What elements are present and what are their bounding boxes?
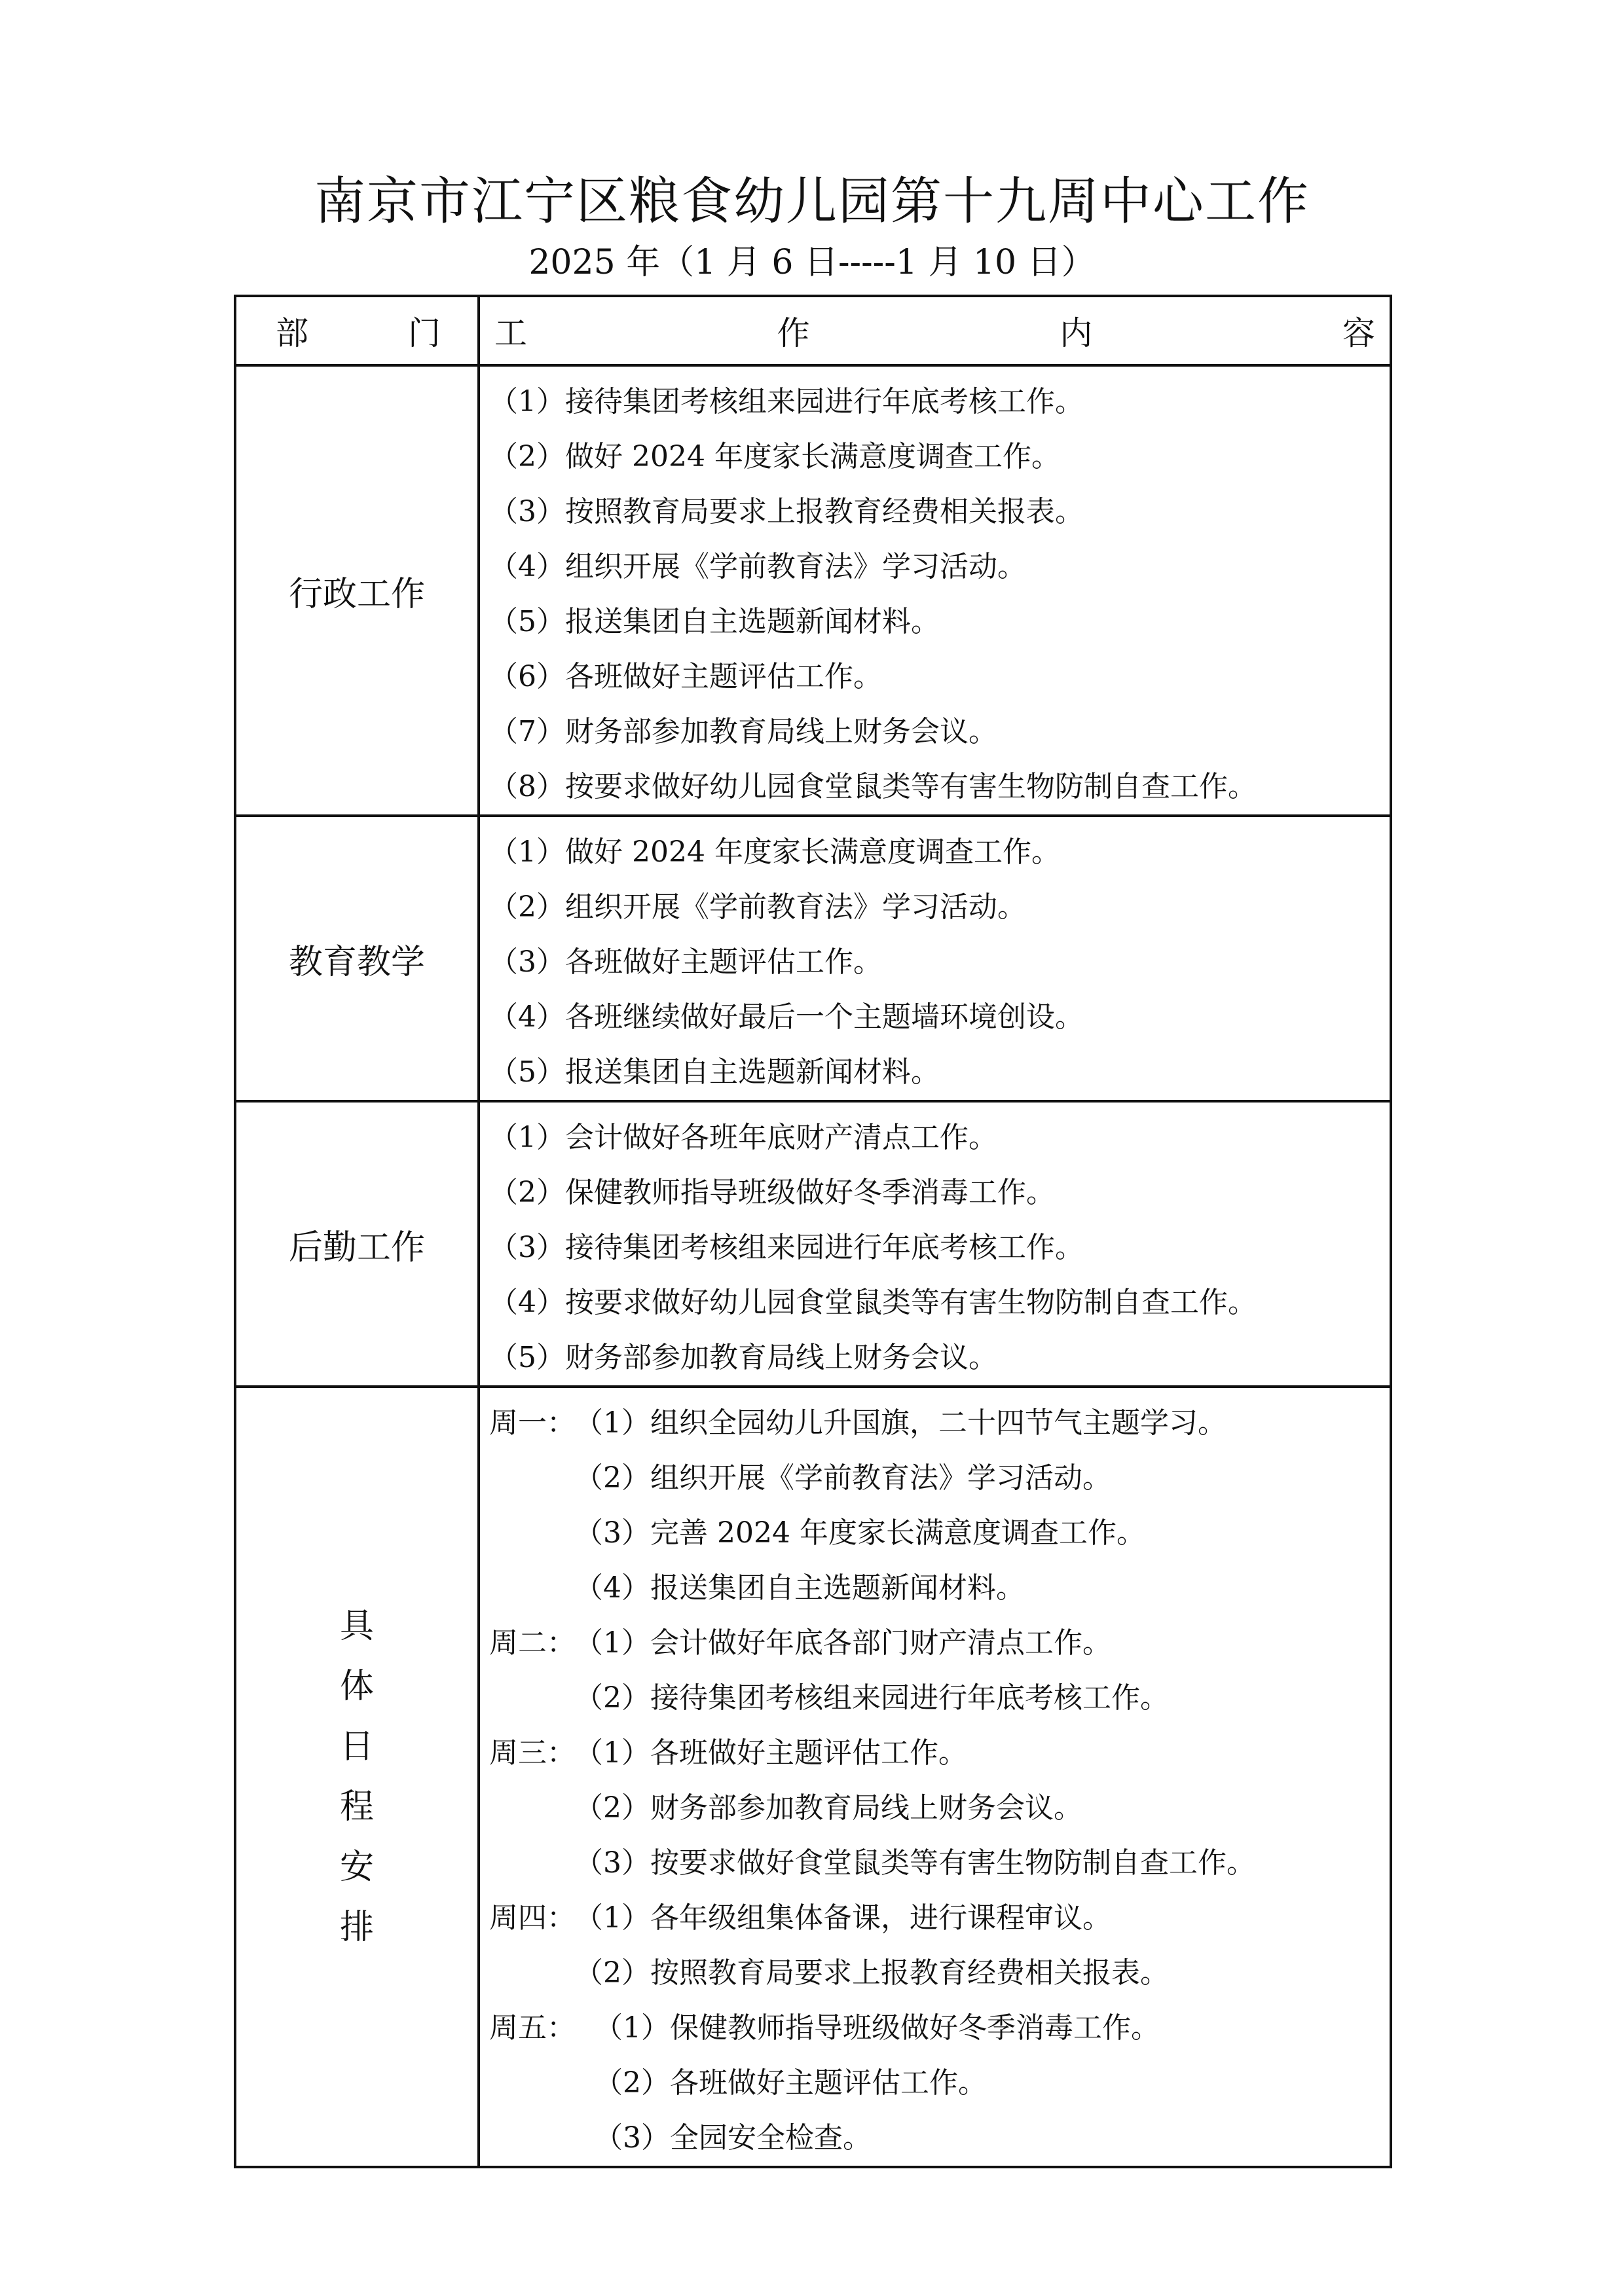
day-label-friday: 周五：: [489, 2011, 576, 2045]
department-char: 体: [339, 1667, 374, 1706]
schedule-item: 周一：（1）组织全园幼儿升国旗，二十四节气主题学习。: [489, 1396, 1390, 1451]
list-item: （3）各班做好主题评估工作。: [489, 945, 882, 979]
department-char: 排: [339, 1908, 374, 1947]
department-char: 具: [339, 1607, 374, 1646]
header-department-cell: [235, 296, 479, 365]
schedule-item: 周二：（1）会计做好年底各部门财产清点工作。: [489, 1616, 1390, 1671]
document-title: 南京市江宁区粮食幼儿园第十九周中心工作: [314, 172, 1310, 231]
schedule-item: （2）各班做好主题评估工作。: [594, 2066, 987, 2100]
list-item: （1）接待集团考核组来园进行年底考核工作。: [489, 385, 1084, 418]
list-item: （5）报送集团自主选题新闻材料。: [489, 605, 940, 638]
list-item: （6）各班做好主题评估工作。: [489, 660, 882, 693]
items-cell: [479, 816, 1391, 1101]
list-item: （3）接待集团考核组来园进行年底考核工作。: [489, 1231, 1084, 1264]
list-item: （1）做好 2024 年度家长满意度调查工作。: [489, 835, 1060, 869]
work-schedule-table: [234, 295, 1392, 2168]
section-row-education: [235, 816, 1391, 1101]
items-cell: [479, 1101, 1391, 1387]
schedule-item: （2）接待集团考核组来园进行年底考核工作。: [574, 1681, 1169, 1715]
schedule-item: （3）按要求做好食堂鼠类等有害生物防制自查工作。: [574, 1846, 1255, 1880]
day-label-monday: 周一：: [489, 1406, 576, 1440]
header-content-cell: [479, 296, 1391, 365]
department-char: 程: [339, 1787, 374, 1827]
schedule-item: （2）财务部参加教育局线上财务会议。: [574, 1791, 1082, 1825]
section-row-administration: [235, 365, 1391, 816]
header-char: 作: [777, 314, 810, 352]
list-item: （2）做好 2024 年度家长满意度调查工作。: [489, 440, 1060, 473]
schedule-item: 周五： （1）保健教师指导班级做好冬季消毒工作。: [489, 2001, 1390, 2056]
header-char: 工: [494, 314, 527, 352]
header-char: 容: [1342, 314, 1375, 352]
header-char: 部: [276, 314, 308, 352]
document-date-range: 2025 年（1 月 6 日-----1 月 10 日）: [528, 243, 1096, 282]
schedule-item: 周三：（1）各班做好主题评估工作。: [489, 1726, 1390, 1781]
list-item: （5）报送集团自主选题新闻材料。: [489, 1055, 940, 1089]
department-cell: 行政工作: [235, 365, 479, 816]
schedule-item: （3）全园安全检查。: [594, 2121, 872, 2155]
items-cell: [479, 365, 1391, 816]
schedule-item: （3）完善 2024 年度家长满意度调查工作。: [574, 1516, 1145, 1550]
schedule-item: （2）组织开展《学前教育法》学习活动。: [574, 1461, 1111, 1495]
list-item: （8）按要求做好幼儿园食堂鼠类等有害生物防制自查工作。: [489, 770, 1257, 803]
day-label-tuesday: 周二：: [489, 1626, 576, 1660]
table-header-row: [235, 296, 1391, 365]
list-item: （7）财务部参加教育局线上财务会议。: [489, 715, 997, 748]
day-label-thursday: 周四：: [489, 1901, 576, 1935]
schedule-item: （4）报送集团自主选题新闻材料。: [574, 1571, 1025, 1605]
schedule-items-cell: [479, 1387, 1391, 2167]
list-item: （5）财务部参加教育局线上财务会议。: [489, 1341, 997, 1374]
department-char: 安: [339, 1848, 374, 1887]
list-item: （4）各班继续做好最后一个主题墙环境创设。: [489, 1000, 1084, 1034]
schedule-item: （2）按照教育局要求上报教育经费相关报表。: [574, 1956, 1169, 1990]
list-item: （2）保健教师指导班级做好冬季消毒工作。: [489, 1176, 1055, 1209]
header-char: 内: [1060, 314, 1093, 352]
list-item: （1）会计做好各班年底财产清点工作。: [489, 1121, 997, 1154]
department-cell: 后勤工作: [235, 1101, 479, 1387]
list-item: （3）按照教育局要求上报教育经费相关报表。: [489, 495, 1084, 528]
section-row-schedule: [235, 1387, 1391, 2167]
list-item: （2）组织开展《学前教育法》学习活动。: [489, 890, 1026, 924]
header-char: 门: [408, 314, 441, 352]
department-cell: 教育教学: [235, 816, 479, 1101]
day-label-wednesday: 周三：: [489, 1736, 576, 1770]
list-item: （4）按要求做好幼儿园食堂鼠类等有害生物防制自查工作。: [489, 1286, 1257, 1319]
list-item: （4）组织开展《学前教育法》学习活动。: [489, 550, 1026, 583]
schedule-item: 周四：（1）各年级组集体备课，进行课程审议。: [489, 1891, 1390, 1946]
department-cell-schedule: [235, 1387, 479, 2167]
section-row-logistics: [235, 1101, 1391, 1387]
department-char: 日: [339, 1727, 374, 1766]
